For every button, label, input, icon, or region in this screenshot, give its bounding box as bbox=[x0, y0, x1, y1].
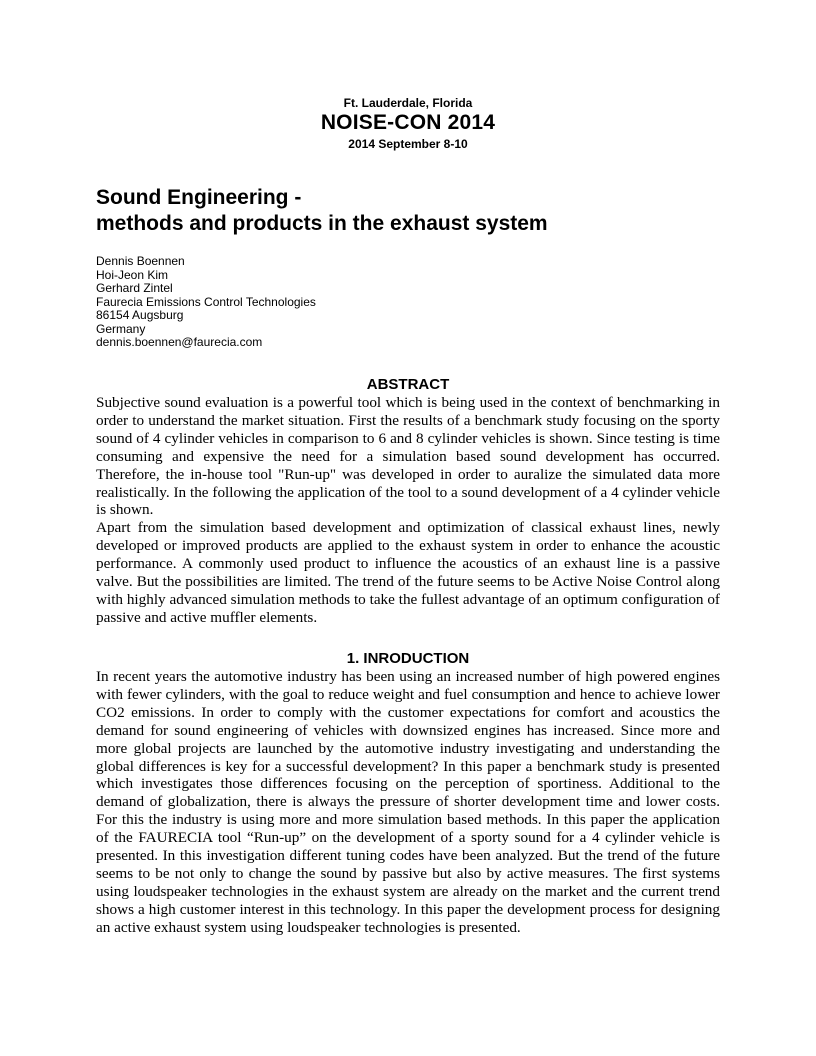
paper-title-line-1: Sound Engineering - bbox=[96, 186, 302, 209]
author-country: Germany bbox=[96, 321, 146, 336]
abstract-paragraph: Subjective sound evaluation is a powerful tool which is being used in the context of benchmarking in order to understand the market situation. First the results of a benchmark study focusing on the sporty sound of 4 cylinder vehicles in comparison to 6 and 8 cylinder vehicles is shown. Since testing is time consuming and expensive the need for a simulation based sound development has occurred. Therefore, the in-house tool "Run-up" was developed in order to auralize the simulated data more realistically. In the following the application of the tool to a sound development of a 4 cylinder vehicle is shown. bbox=[96, 394, 720, 519]
conference-dates: 2014 September 8-10 bbox=[348, 137, 468, 151]
author-block bbox=[96, 255, 316, 350]
author-name: Gerhard Zintel bbox=[96, 281, 173, 295]
paper-title-line-2: methods and products in the exhaust system bbox=[96, 212, 548, 235]
author-name: Hoi-Jeon Kim bbox=[96, 267, 169, 282]
introduction-paragraph: In recent years the automotive industry has been using an increased number of high powered engines with fewer cylinders, with the goal to reduce weight and fuel consumption and hence to achieve lower CO2 emissions. In order to comply with the customer expectations for comfort and acoustics the demand for sound engineering of vehicles with downsized engines has increased. Since more and more global projects are launched by the automotive industry investigating and understanding the global differences is key for a successful development? In this paper a benchmark study is presented which investigates those differences focusing on the perception of sportiness. Additional to the demand of globalization, there is always the pressure of shorter development time and lower costs. For this the industry is using more and more simulation based methods. In this paper the application of the FAURECIA tool “Run-up” on the development of a sporty sound for a 4 cylinder vehicle is presented. In this investigation different tuning codes have been analyzed. But the trend of the future seems to be not only to change the sound by passive but also by active measures. The first systems using loudspeaker technologies in the exhaust system are already on the market and the current trend shows a high customer interest in this technology. In this paper the development process for designing an active exhaust system using loudspeaker technologies is presented. bbox=[96, 668, 720, 936]
introduction-heading: 1. INRODUCTION bbox=[346, 650, 470, 667]
author-name: Dennis Boennen bbox=[96, 254, 185, 268]
author-affiliation: Faurecia Emissions Control Technologies bbox=[96, 294, 316, 309]
introduction-body bbox=[96, 668, 720, 937]
author-city: 86154 Augsburg bbox=[96, 308, 184, 322]
abstract-heading: ABSTRACT bbox=[366, 376, 450, 393]
abstract-body bbox=[96, 394, 720, 627]
abstract-paragraph: Apart from the simulation based development and optimization of classical exhaust lines, newly developed or improved products are applied to the exhaust system in order to enhance the acoustic performance. A commonly used product to influence the acoustics of an exhaust line is a passive valve. But the possibilities are limited. The trend of the future seems to be Active Noise Control along with highly advanced simulation methods to take the fullest advantage of an optimum configuration of passive and active muffler elements. bbox=[96, 519, 720, 626]
conference-location: Ft. Lauderdale, Florida bbox=[343, 96, 473, 110]
author-email: dennis.boennen@faurecia.com bbox=[96, 335, 263, 349]
conference-name: NOISE-CON 2014 bbox=[320, 111, 496, 134]
